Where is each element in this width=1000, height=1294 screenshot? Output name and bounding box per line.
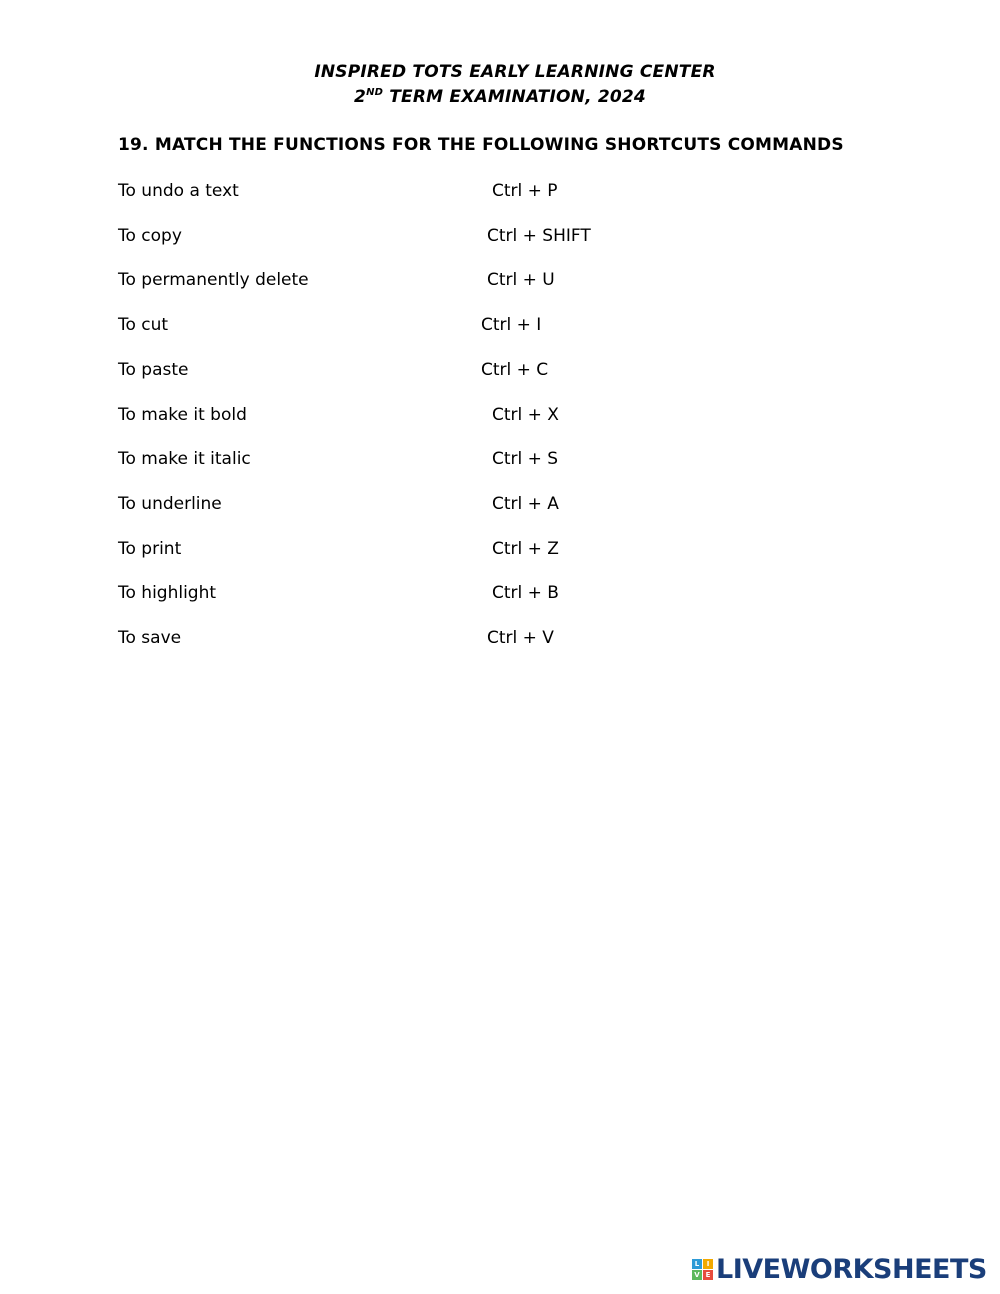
shortcut-label[interactable]: Ctrl + B [492,583,559,603]
function-label: To make it italic [118,449,251,469]
shortcut-label[interactable]: Ctrl + V [487,628,554,648]
function-label: To undo a text [118,181,239,201]
question-title: 19. MATCH THE FUNCTIONS FOR THE FOLLOWING SHORTCUTS COMMANDS [118,135,844,155]
function-label: To save [118,628,182,648]
logo-icon-cell: V [692,1270,702,1280]
function-label: To underline [118,494,222,514]
worksheet-header [0,60,1000,110]
liveworksheets-icon [692,1259,713,1280]
shortcut-label[interactable]: Ctrl + Z [492,539,559,559]
function-label: To copy [118,226,182,246]
term-rest: TERM EXAMINATION, 2024 [383,87,646,107]
logo-icon-cell: L [692,1259,702,1269]
shortcut-label[interactable]: Ctrl + P [492,181,558,201]
term-number: 2 [354,87,367,107]
function-label: To highlight [118,583,217,603]
logo-icon-cell: I [703,1259,713,1269]
shortcut-label[interactable]: Ctrl + X [492,405,559,425]
exam-title [0,85,1000,110]
logo-icon-cell: E [703,1270,713,1280]
shortcut-label[interactable]: Ctrl + SHIFT [487,226,591,246]
function-label: To cut [118,315,169,335]
function-label: To permanently delete [118,270,309,290]
function-label: To print [118,539,182,559]
school-name: INSPIRED TOTS EARLY LEARNING CENTER [314,62,716,82]
shortcut-label[interactable]: Ctrl + C [481,360,549,380]
shortcut-label[interactable]: Ctrl + U [487,270,555,290]
shortcut-label[interactable]: Ctrl + I [481,315,542,335]
logo-text: LIVEWORKSHEETS [716,1253,987,1285]
liveworksheets-logo [692,1252,987,1286]
function-label: To paste [118,360,189,380]
shortcut-label[interactable]: Ctrl + A [492,494,559,514]
term-suffix: ND [366,87,384,98]
function-label: To make it bold [118,405,247,425]
shortcut-label[interactable]: Ctrl + S [492,449,559,469]
